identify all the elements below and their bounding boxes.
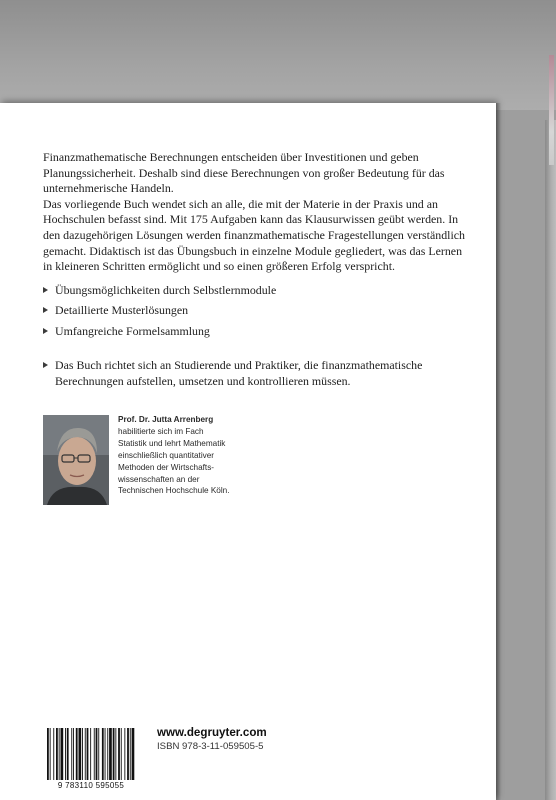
- feature-item: [43, 303, 483, 319]
- feature-label: Umfangreiche Formelsammlung: [55, 323, 210, 338]
- intro-text: [43, 150, 473, 275]
- background-top: [0, 0, 556, 110]
- feature-item: [43, 324, 483, 340]
- publisher-url[interactable]: www.degruyter.com: [157, 726, 267, 739]
- intro-paragraph-1: Finanzmathematische Berechnungen entscheiden über Investitionen und geben Planungssicherheit. Deshalb sind diese Berechnungen von großer Bedeutung für das unternehmerische Handeln.: [43, 150, 445, 196]
- isbn-label: ISBN 978-3-11-059505-5: [157, 741, 264, 752]
- arrow-bullet-icon: [43, 328, 48, 334]
- background-side-strip: [545, 120, 556, 800]
- audience-text: [43, 358, 483, 389]
- audience-label: Das Buch richtet sich an Studierende und Praktiker, die finanzmathematische Berechnungen aufstellen, umsetzen und kontrollieren müssen.: [55, 358, 423, 388]
- background-edge-mark: [549, 55, 554, 165]
- author-photo: [43, 415, 109, 505]
- barcode-icon: [43, 728, 139, 782]
- feature-item: [43, 283, 483, 299]
- intro-paragraph-2: Das vorliegende Buch wendet sich an alle, die mit der Materie in der Praxis und an Hochschulen befasst sind. Mit 175 Aufgaben kann das Klausurwissen geübt werden. In den dazugehörigen Lösungen werden finanzmathematische Fragestellungen verständlich gemacht. Didaktisch ist das Übungsbuch in einzelne Module gegliedert, was das Lernen in kleineren Schritten ermöglicht und so einen größeren Erfolg verspricht.: [43, 196, 465, 274]
- arrow-bullet-icon: [43, 362, 48, 368]
- arrow-bullet-icon: [43, 307, 48, 313]
- barcode-digits: 9 783110 595055: [57, 781, 125, 790]
- author-name: Prof. Dr. Jutta Arrenberg: [118, 415, 214, 424]
- isbn-barcode: [43, 728, 139, 794]
- feature-label: Übungsmöglichkeiten durch Selbstlernmodule: [55, 283, 277, 297]
- cover-shadow: [496, 103, 501, 800]
- author-bio: [118, 414, 288, 497]
- arrow-bullet-icon: [43, 287, 48, 293]
- feature-label: Detaillierte Musterlösungen: [55, 303, 189, 318]
- author-bio-text: habilitierte sich im Fach Statistik und lehrt Mathematik einschließlich quantitativer Methoden der Wirtschafts- wissenschaften an der Technischen Hochschule Köln.: [118, 426, 230, 496]
- feature-list: [43, 283, 483, 344]
